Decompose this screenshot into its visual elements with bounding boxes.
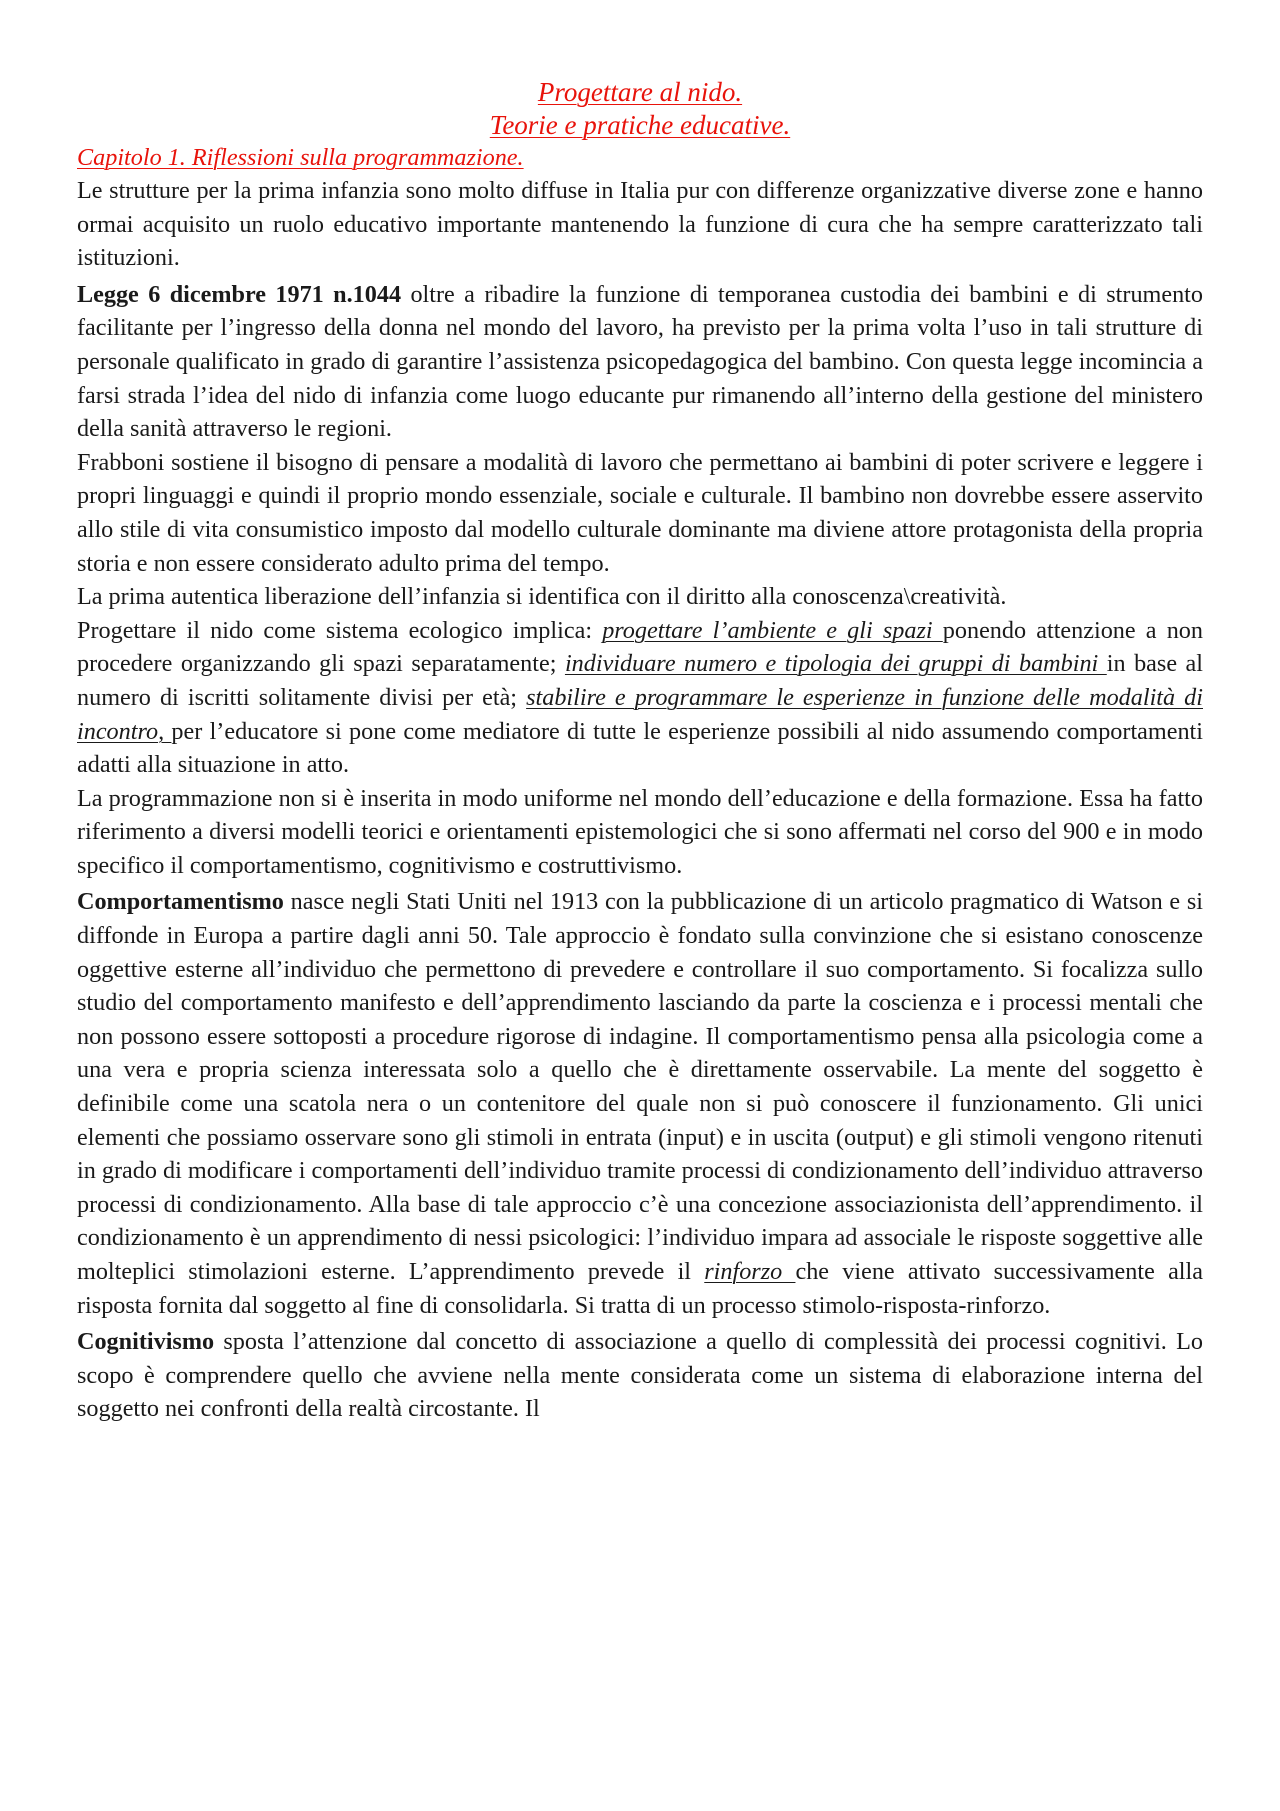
paragraph-intro: Le strutture per la prima infanzia sono molto diffuse in Italia pur con differenze organizzative diverse zone e hanno ormai acquisito un ruolo educativo importante mantenendo la funzione di cura che ha sempre caratterizzato tali istituzioni. [77, 177, 1203, 272]
term-cognitivismo: Cognitivismo [77, 1328, 215, 1356]
document-body [77, 76, 1203, 1426]
underlined-phrase-esperienze: stabilire e programmare le esperienze in funzione delle modalità di incontro, [77, 683, 1203, 745]
underlined-phrase-gruppi: individuare numero e tipologia dei gruppi di bambini [564, 650, 1107, 678]
paragraph-frabboni: Frabboni sostiene il bisogno di pensare a modalità di lavoro che permettano ai bambini di poter scrivere e leggere i propri linguaggi e quindi il proprio mondo essenziale, sociale e culturale. Il bambino non dovrebbe essere asservito allo stile di vita consumistico imposto dal modello culturale dominante ma diviene attore protagonista della propria storia e non essere considerato adulto prima del tempo. [77, 448, 1203, 577]
chapter-heading: Capitolo 1. Riflessioni sulla programmazione. [77, 144, 524, 171]
paragraph-progettare: Progettare il nido come sistema ecologico implica: progettare l’ambiente e gli spazi ponendo attenzione a non procedere organizzando gli spazi separatamente; individuare numero e tipologia dei gruppi di bambini in base al numero di iscritti solitamente divisi per età; stabilire e programmare le esperienze in funzione delle modalità di incontro, per l’educatore si pone come mediatore di tutte le esperienze possibili al nido assumendo comportamenti adatti alla situazione in atto. [77, 616, 1204, 779]
term-comportamentismo: Comportamentismo [77, 888, 284, 916]
document-title-line-1: Progettare al nido. [537, 77, 743, 107]
paragraph-comportamentismo: Comportamentismo nasce negli Stati Uniti nel 1913 con la pubblicazione di un articolo pragmatico di Watson e si diffonde in Europa a partire dagli anni 50. Tale approccio è fondato sulla convinzione che si esistano conoscenze oggettive esterne all’individuo che permettono di prevedere e controllare il suo comportamento. Si focalizza sullo studio del comportamento manifesto e dell’apprendimento lasciando da parte la coscienza e i processi mentali che non possono essere sottoposti a procedure rigorose di indagine. Il comportamentismo pensa alla psicologia come a una vera e propria scienza interessata solo a quello che è direttamente osservabile. La mente del soggetto è definibile come una scatola nera o un contenitore del quale non si può conoscere il funzionamento. Gli unici elementi che possiamo osservare sono gli stimoli in entrata (input) e in uscita (output) e gli stimoli vengono ritenuti in grado di modificare i comportamenti dell’individuo tramite processi di condizionamento dell’individuo attraverso processi di condizionamento. Alla base di tale approccio c’è una concezione associazionista dell’apprendimento. il condizionamento è un apprendimento di nessi psicologici: l’individuo impara ad associale le risposte soggettive alle molteplici stimolazioni esterne. L’apprendimento prevede il rinforzo che viene attivato successivamente alla risposta fornita dal soggetto al fine di consolidarla. Si tratta di un processo stimolo-risposta-rinforzo. [77, 888, 1203, 1319]
paragraph-programmazione: La programmazione non si è inserita in modo uniforme nel mondo dell’educazione e della formazione. Essa ha fatto riferimento a diversi modelli teorici e orientamenti epistemologici che si sono affermati nel corso del 900 e in modo specifico il comportamentismo, cognitivismo e costruttivismo. [77, 784, 1203, 879]
underlined-phrase-ambiente: progettare l’ambiente e gli spazi [602, 616, 943, 644]
paragraph-cognitivismo: Cognitivismo sposta l’attenzione dal concetto di associazione a quello di complessità dei processi cognitivi. Lo scopo è comprendere quello che avviene nella mente considerata come un sistema di elaborazione interna del soggetto nei confronti della realtà circostante. Il [77, 1328, 1203, 1423]
paragraph-liberazione: La prima autentica liberazione dell’infanzia si identifica con il diritto alla conoscenza\creatività. [77, 583, 1007, 611]
paragraph-legge: Legge 6 dicembre 1971 n.1044 oltre a ribadire la funzione di temporanea custodia dei bambini e di strumento facilitante per l’ingresso della donna nel mondo del lavoro, ha previsto per la prima volta l’uso in tali strutture di personale qualificato in grado di garantire l’assistenza psicopedagogica del bambino. Con questa legge incomincia a farsi strada l’idea del nido di infanzia come luogo educante pur rimanendo all’interno della gestione del ministero della sanità attraverso le regioni. [77, 280, 1203, 443]
document-title-line-2: Teorie e pratiche educative. [489, 110, 791, 140]
underlined-term-rinforzo: rinforzo [704, 1258, 796, 1285]
legge-reference: Legge 6 dicembre 1971 n.1044 [77, 280, 402, 308]
